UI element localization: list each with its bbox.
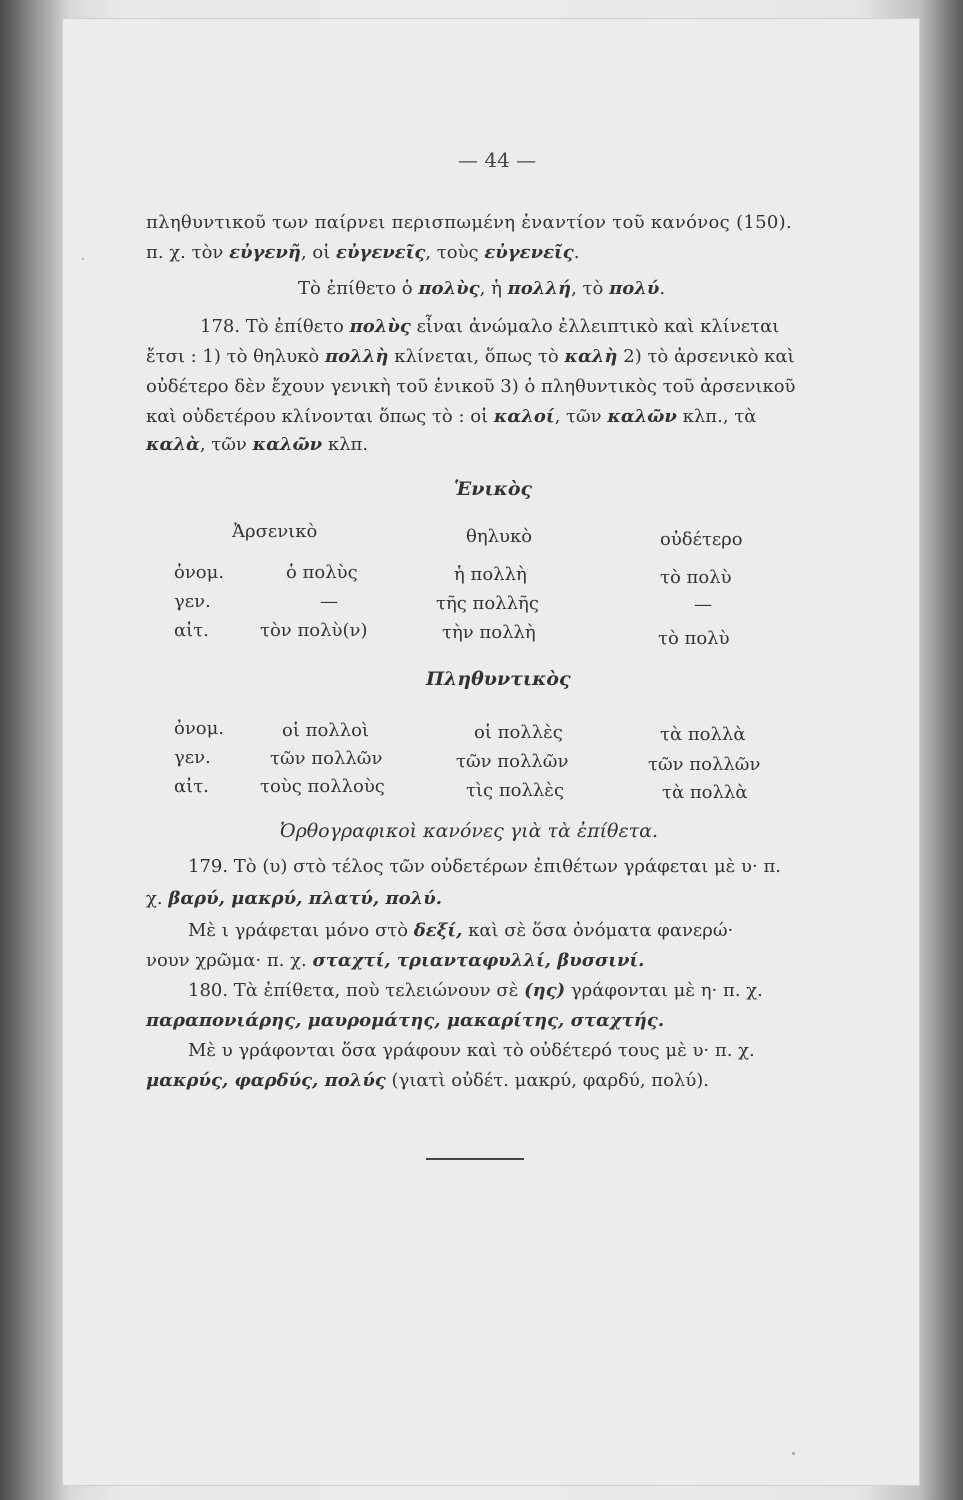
table-cell: τῶν πολλῶν <box>456 751 569 772</box>
text-span: , τῶν <box>554 406 608 427</box>
emphasis-word: (ης) <box>524 980 566 1001</box>
text-line <box>146 890 442 908</box>
emphasis-word: εὐγενεῖς <box>336 242 426 263</box>
ortho-heading: Ὀρθογραφικοὶ κανόνες γιὰ τὰ ἐπίθετα. <box>280 820 659 842</box>
table-cell: ἡ πολλὴ <box>454 564 527 585</box>
emphasis-word: καλῶν <box>607 406 677 427</box>
text-line <box>146 348 795 366</box>
text-line: οὐδέτερο δὲν ἔχουν γενικὴ τοῦ ἑνικοῦ 3) ὁ πληθυντικὸς τοῦ ἀρσενικοῦ <box>146 376 796 397</box>
text-span: Μὲ ι γράφεται μόνο στὸ <box>188 920 414 941</box>
text-span: 2) τὸ ἀρσενικὸ καὶ <box>617 346 795 367</box>
text-span: χ. <box>146 888 169 909</box>
text-line <box>146 952 644 970</box>
text-span: π. χ. τὸν <box>146 242 230 263</box>
text-span: ἔτσι : 1) τὸ θηλυκὸ <box>146 346 325 367</box>
table-cell: ὁ πολὺς <box>286 562 358 583</box>
emphasis-word: βαρύ, μακρύ, πλατύ, πολύ. <box>168 888 443 909</box>
text-span: καὶ οὐδετέρου κλίνονται ὅπως τὸ : οἱ <box>146 406 494 427</box>
table-cell: τοὺς πολλοὺς <box>260 776 385 797</box>
emphasis-word: πολὺς <box>349 316 411 337</box>
table-cell: τῶν πολλῶν <box>270 748 383 769</box>
text-line <box>146 436 368 454</box>
case-label: γεν. <box>174 591 211 612</box>
case-label: αἰτ. <box>174 776 209 797</box>
table-cell: τὶς πολλὲς <box>466 780 565 801</box>
text-span: κλπ. <box>322 434 369 455</box>
column-header-masc: Ἀρσενικὸ <box>232 521 318 542</box>
table-cell: τὸ πολὺ <box>660 567 732 588</box>
case-label: ὀνομ. <box>174 562 225 583</box>
table-cell: τῆς πολλῆς <box>436 593 539 614</box>
page-number: — 44 — <box>458 148 537 172</box>
emphasis-word: εὐγενῆ <box>229 242 301 263</box>
emphasis-word: πολλὴ <box>324 346 389 367</box>
text-span: εἶναι ἀνώμαλο ἐλλειπτικὸ καὶ κλίνεται <box>410 316 780 337</box>
text-span: , οἱ <box>300 242 336 263</box>
emphasis-word: πολύ <box>609 278 660 299</box>
emphasis-word: καλὰ <box>146 434 200 455</box>
text-line <box>146 408 756 426</box>
text-span: γράφονται μὲ η· π. χ. <box>565 980 763 1001</box>
text-line: πληθυντικοῦ των παίρνει περισπωμένη ἐναντίον τοῦ κανόνος (150). <box>146 212 793 233</box>
table-cell: τῶν πολλῶν <box>648 754 761 775</box>
emphasis-word: πολὺς <box>418 278 480 299</box>
text-span: , τῶν <box>199 434 253 455</box>
text-line <box>188 922 733 940</box>
column-header-neut: οὐδέτερο <box>660 529 743 550</box>
text-span: Τὸ ἐπίθετο ὁ <box>298 278 419 299</box>
text-line <box>188 982 763 1000</box>
emphasis-word: καλῶν <box>252 434 323 455</box>
emphasis-word: μακρύς, φαρδύς, πολύς <box>146 1070 386 1091</box>
emphasis-word: πολλή <box>507 278 572 299</box>
table-cell: τὰ πολλὰ <box>662 782 748 803</box>
text-span: , τοὺς <box>425 242 485 263</box>
table-cell: — <box>320 591 338 612</box>
text-span: καὶ σὲ ὅσα ὀνόματα φανερώ· <box>462 920 734 941</box>
table-cell: τὸ πολὺ <box>658 628 730 649</box>
emphasis-word: καλὴ <box>564 346 618 367</box>
text-span: 178. Τὸ ἐπίθετο <box>200 316 350 337</box>
text-span: κλπ., τὰ <box>676 406 757 427</box>
text-line <box>146 1072 709 1090</box>
plural-heading: Πληθυντικὸς <box>426 668 571 690</box>
speck <box>792 1452 795 1455</box>
text-line <box>298 280 665 298</box>
speck <box>82 258 84 260</box>
text-span: νουν χρῶμα· π. χ. <box>146 950 313 971</box>
table-cell: οἱ πολλοὶ <box>282 720 369 741</box>
text-span: κλίνεται, ὅπως τὸ <box>388 346 565 367</box>
text-span: , ἡ <box>479 278 508 299</box>
emphasis-word: σταχτί, τριανταφυλλί, βυσσινί. <box>312 950 645 971</box>
case-label: ὀνομ. <box>174 718 225 739</box>
text-line: παραπονιάρης, μαυρομάτης, μακαρίτης, σταχτής. <box>146 1010 665 1031</box>
table-cell: τὰ πολλὰ <box>660 724 746 745</box>
emphasis-word: δεξί, <box>413 920 463 941</box>
emphasis-word: καλοί <box>493 406 555 427</box>
table-cell: τὸν πολὺ(ν) <box>260 620 368 641</box>
text-span: , τὸ <box>571 278 610 299</box>
table-cell: τὴν πολλὴ <box>442 622 536 643</box>
case-label: αἰτ. <box>174 620 209 641</box>
text-span: . <box>573 242 580 263</box>
text-span: (γιατὶ οὐδέτ. μακρύ, φαρδύ, πολύ). <box>385 1070 710 1091</box>
text-line <box>200 318 779 336</box>
text-span: 180. Τὰ ἐπίθετα, ποὺ τελειώνουν σὲ <box>188 980 525 1001</box>
end-rule <box>426 1158 524 1160</box>
text-line <box>146 244 579 262</box>
column-header-fem: θηλυκὸ <box>466 526 533 547</box>
book-page <box>62 18 920 1486</box>
singular-heading: Ἑνικὸς <box>454 478 533 500</box>
text-line: Μὲ υ γράφονται ὅσα γράφουν καὶ τὸ οὐδέτερό τους μὲ υ· π. χ. <box>188 1040 755 1061</box>
text-span: . <box>659 278 666 299</box>
table-cell: — <box>694 594 712 615</box>
case-label: γεν. <box>174 747 211 768</box>
emphasis-word: εὐγενεῖς <box>484 242 574 263</box>
table-cell: οἱ πολλὲς <box>474 722 563 743</box>
text-line: 179. Τὸ (υ) στὸ τέλος τῶν οὐδετέρων ἐπιθέτων γράφεται μὲ υ· π. <box>188 856 781 877</box>
